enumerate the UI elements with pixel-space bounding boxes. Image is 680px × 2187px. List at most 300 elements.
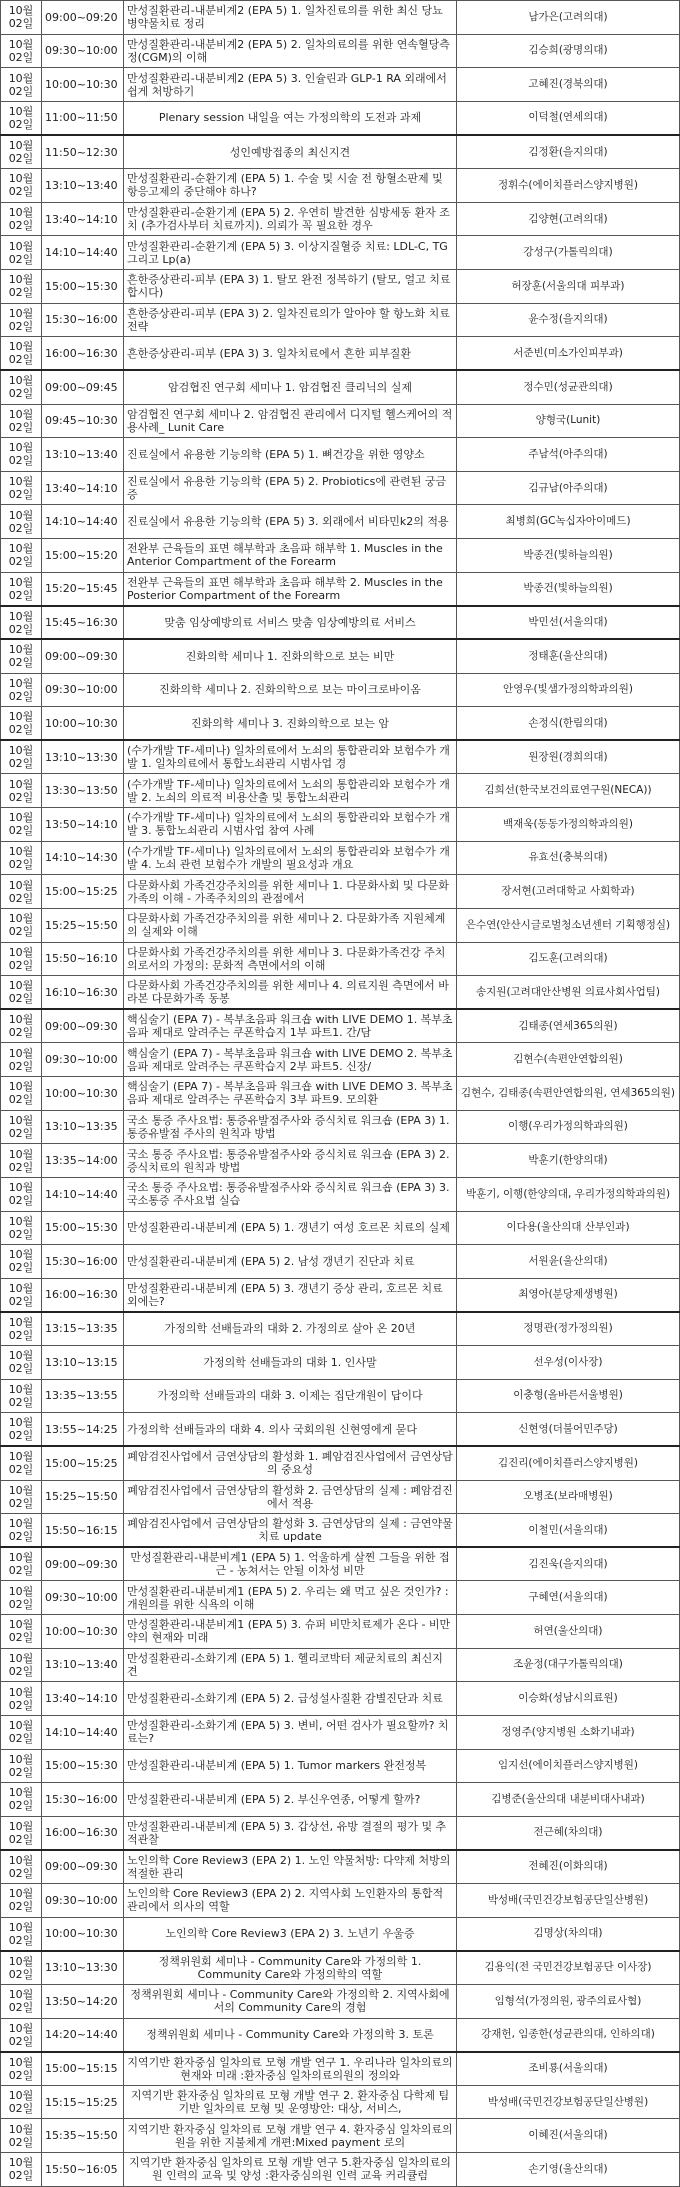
table-row [1, 1715, 680, 1749]
session-title: 정책위원회 세미나 - Community Care와 가정의학 2. 지역사회에서의 Community Care의 경험 [124, 1984, 457, 2018]
session-date: 10월 02일 [1, 1077, 42, 1111]
session-date: 10월 02일 [1, 438, 42, 472]
session-time: 13:10~13:40 [42, 438, 124, 472]
table-row [1, 875, 680, 909]
session-speaker: 장서현(고려대학교 사회학과) [457, 875, 680, 909]
session-time: 10:00~10:30 [42, 1077, 124, 1111]
session-title: 흔한증상관리-피부 (EPA 3) 1. 탈모 완전 정복하기 (탈모, 얼고 치료합시다) [124, 270, 457, 304]
session-date: 10월 02일 [1, 707, 42, 741]
session-time: 13:30~13:50 [42, 774, 124, 808]
session-date: 10월 02일 [1, 606, 42, 640]
table-row [1, 841, 680, 875]
session-time: 13:55~14:25 [42, 1413, 124, 1447]
session-time: 15:30~16:00 [42, 1245, 124, 1279]
session-title: 만성질환관리-소화기계 (EPA 5) 3. 변비, 어떤 검사가 필요할까? 치료는? [124, 1715, 457, 1749]
table-row [1, 1009, 680, 1043]
session-speaker: 원장원(경희의대) [457, 740, 680, 774]
session-time: 09:00~09:45 [42, 370, 124, 404]
table-row [1, 1783, 680, 1817]
session-date: 10월 02일 [1, 1245, 42, 1279]
session-speaker: 구혜연(서울의대) [457, 1581, 680, 1615]
session-speaker: 정명관(정가정의원) [457, 1312, 680, 1346]
session-time: 15:00~15:25 [42, 875, 124, 909]
session-speaker: 강재헌, 임종한(성균관의대, 인하의대) [457, 2018, 680, 2052]
table-row [1, 1110, 680, 1144]
table-row [1, 1312, 680, 1346]
session-speaker: 정수민(성균관의대) [457, 370, 680, 404]
session-date: 10월 02일 [1, 1278, 42, 1312]
session-title: 가정의학 선배들과의 대화 3. 이제는 집단개원이 답이다 [124, 1379, 457, 1413]
session-time: 13:10~13:35 [42, 1110, 124, 1144]
session-date: 10월 02일 [1, 1379, 42, 1413]
session-date: 10월 02일 [1, 1615, 42, 1649]
session-time: 13:50~14:20 [42, 1984, 124, 2018]
session-date: 10월 02일 [1, 505, 42, 539]
session-date: 10월 02일 [1, 572, 42, 606]
session-time: 16:00~16:30 [42, 1278, 124, 1312]
session-title: 다문화사회 가족건강주치의를 위한 세미나 1. 다문화사회 및 다문화가족의 이해 - 가족주치의의 관점에서 [124, 875, 457, 909]
session-title: 정책위원회 세미나 - Community Care와 가정의학 1. Community Care와 가정의학의 역할 [124, 1951, 457, 1985]
session-date: 10월 02일 [1, 1682, 42, 1716]
session-time: 15:25~15:50 [42, 908, 124, 942]
session-title: 만성질환관리-내분비계 (EPA 5) 3. 갱년기 증상 관리, 호르몬 치료 외에는? [124, 1278, 457, 1312]
table-row [1, 101, 680, 135]
session-date: 10월 02일 [1, 1110, 42, 1144]
session-title: (수가개발 TF-세미나) 일차의료에서 노쇠의 통합관리와 보험수가 개발 4. 노쇠 관련 보험수가 개발의 필요성과 개요 [124, 841, 457, 875]
session-date: 10월 02일 [1, 1043, 42, 1077]
session-speaker: 송지원(고려대안산병원 의료사회사업팀) [457, 976, 680, 1010]
table-row [1, 1278, 680, 1312]
session-date: 10월 02일 [1, 404, 42, 438]
session-title: 흔한증상관리-피부 (EPA 3) 2. 일차진료의가 알아야 할 항노화 치료 전략 [124, 303, 457, 337]
table-row [1, 1514, 680, 1548]
session-date: 10월 02일 [1, 1816, 42, 1850]
table-row [1, 370, 680, 404]
session-title: 만성질환관리-내분비계2 (EPA 5) 1. 일차진료의를 위한 최신 당뇨병약물치료 정리 [124, 1, 457, 35]
table-row [1, 1951, 680, 1985]
session-speaker: 김양현(고려의대) [457, 202, 680, 236]
session-title: Plenary session 내일을 여는 가정의학의 도전과 과제 [124, 101, 457, 135]
session-speaker: 김진리(에이치플러스양지병원) [457, 1446, 680, 1480]
session-date: 10월 02일 [1, 1211, 42, 1245]
table-row [1, 2153, 680, 2187]
table-row [1, 1043, 680, 1077]
session-date: 10월 02일 [1, 1514, 42, 1548]
table-row [1, 1884, 680, 1918]
session-title: (수가개발 TF-세미나) 일차의료에서 노쇠의 통합관리와 보험수가 개발 3. 통합노쇠관리 시범사업 참여 사례 [124, 808, 457, 842]
session-title: 가정의학 선배들과의 대화 1. 인사말 [124, 1346, 457, 1380]
session-title: 만성질환관리-내분비계1 (EPA 5) 3. 슈퍼 비만치료제가 온다 - 비만약의 현재와 미래 [124, 1615, 457, 1649]
session-time: 14:20~14:40 [42, 2018, 124, 2052]
session-time: 13:40~14:10 [42, 202, 124, 236]
table-row [1, 34, 680, 68]
session-time: 13:50~14:10 [42, 808, 124, 842]
session-date: 10월 02일 [1, 740, 42, 774]
session-date: 10월 02일 [1, 471, 42, 505]
session-time: 13:10~13:15 [42, 1346, 124, 1380]
table-row [1, 2018, 680, 2052]
table-row [1, 1346, 680, 1380]
session-date: 10월 02일 [1, 1783, 42, 1817]
session-speaker: 최영아(분당제생병원) [457, 1278, 680, 1312]
table-row [1, 438, 680, 472]
table-row [1, 1211, 680, 1245]
session-date: 10월 02일 [1, 1346, 42, 1380]
session-title: 암검협진 연구회 세미나 2. 암검협진 관리에서 디지털 헬스케어의 적용사례_ Lunit Care [124, 404, 457, 438]
table-row [1, 1177, 680, 1211]
session-time: 15:00~15:30 [42, 270, 124, 304]
session-time: 16:00~16:30 [42, 337, 124, 371]
session-date: 10월 02일 [1, 1177, 42, 1211]
table-row [1, 1, 680, 35]
session-time: 13:40~14:10 [42, 1682, 124, 1716]
session-time: 09:00~09:30 [42, 1547, 124, 1581]
session-title: 진화의학 세미나 1. 진화의학으로 보는 비만 [124, 639, 457, 673]
session-title: 성인예방접종의 최신지견 [124, 135, 457, 169]
session-title: 전완부 근육들의 표면 해부학과 초음파 해부학 1. Muscles in the Anterior Compartment of the Forearm [124, 539, 457, 573]
session-date: 10월 02일 [1, 135, 42, 169]
session-speaker: 임형석(가정의원, 광주의료사협) [457, 1984, 680, 2018]
session-speaker: 손정식(한림의대) [457, 707, 680, 741]
session-speaker: 이혜진(서울의대) [457, 2119, 680, 2153]
session-speaker: 손기영(울산의대) [457, 2153, 680, 2187]
session-speaker: 유효선(충북의대) [457, 841, 680, 875]
session-title: 진화의학 세미나 2. 진화의학으로 보는 마이크로바이옴 [124, 673, 457, 707]
table-row [1, 404, 680, 438]
session-date: 10월 02일 [1, 2153, 42, 2187]
session-speaker: 김병준(울산의대 내분비대사내과) [457, 1783, 680, 1817]
session-date: 10월 02일 [1, 808, 42, 842]
session-time: 09:45~10:30 [42, 404, 124, 438]
session-speaker: 정영주(양지병원 소화기내과) [457, 1715, 680, 1749]
session-time: 15:15~15:25 [42, 2085, 124, 2119]
session-time: 15:00~15:15 [42, 2052, 124, 2086]
session-title: 지역기반 환자중심 일차의료 모형 개발 연구 2. 환자중심 다학제 팀기반 일차의료 모형 및 운영방안: 대상, 서비스, [124, 2085, 457, 2119]
session-title: 만성질환관리-내분비계 (EPA 5) 2. 부신우연종, 어떻게 할까? [124, 1783, 457, 1817]
session-title: 가정의학 선배들과의 대화 4. 의사 국회의원 신현영에게 묻다 [124, 1413, 457, 1447]
session-time: 14:10~14:30 [42, 841, 124, 875]
session-date: 10월 02일 [1, 942, 42, 976]
session-speaker: 박훈기, 이행(한양의대, 우리가정의학과의원) [457, 1177, 680, 1211]
session-speaker: 이다용(울산의대 산부인과) [457, 1211, 680, 1245]
session-time: 15:00~15:30 [42, 1211, 124, 1245]
session-date: 10월 02일 [1, 370, 42, 404]
session-speaker: 김진욱(을지의대) [457, 1547, 680, 1581]
table-row [1, 1850, 680, 1884]
session-time: 15:50~16:05 [42, 2153, 124, 2187]
session-time: 10:00~10:30 [42, 1615, 124, 1649]
session-date: 10월 02일 [1, 1984, 42, 2018]
session-title: 만성질환관리-내분비계2 (EPA 5) 2. 일차의료의를 위한 연속혈당측정(CGM)의 이해 [124, 34, 457, 68]
session-speaker: 남가은(고려의대) [457, 1, 680, 35]
session-title: 핵심술기 (EPA 7) - 복부초음파 워크숍 with LIVE DEMO 2. 복부초음파 제대로 알려주는 쿠폰학습지 2부 파트5. 신장/ [124, 1043, 457, 1077]
session-time: 10:00~10:30 [42, 1917, 124, 1951]
session-title: 흔한증상관리-피부 (EPA 3) 3. 일차치료에서 흔한 피부질환 [124, 337, 457, 371]
session-speaker: 안영우(빛샘가정의학과의원) [457, 673, 680, 707]
session-time: 09:30~10:00 [42, 1884, 124, 1918]
session-speaker: 서준빈(미소가인피부과) [457, 337, 680, 371]
session-time: 10:00~10:30 [42, 68, 124, 102]
session-time: 09:30~10:00 [42, 34, 124, 68]
session-time: 13:10~13:30 [42, 1951, 124, 1985]
table-row [1, 976, 680, 1010]
session-title: 핵심술기 (EPA 7) - 복부초음파 워크숍 with LIVE DEMO 1. 복부초음파 제대로 알려주는 쿠폰학습지 1부 파트1. 간/담 [124, 1009, 457, 1043]
session-speaker: 이덕철(연세의대) [457, 101, 680, 135]
session-speaker: 박종건(빛하늘의원) [457, 572, 680, 606]
session-title: 진료실에서 유용한 기능의학 (EPA 5) 1. 뼈건강을 위한 영양소 [124, 438, 457, 472]
session-time: 11:50~12:30 [42, 135, 124, 169]
session-date: 10월 02일 [1, 1884, 42, 1918]
table-row [1, 1245, 680, 1279]
session-title: 다문화사회 가족건강주치의를 위한 세미나 4. 의료지원 측면에서 바라본 다문화가족 동봉 [124, 976, 457, 1010]
session-time: 13:15~13:35 [42, 1312, 124, 1346]
session-time: 15:00~15:25 [42, 1446, 124, 1480]
table-row [1, 1581, 680, 1615]
session-date: 10월 02일 [1, 2018, 42, 2052]
session-title: 국소 통증 주사요법: 통증유발점주사와 증식치료 워크숍 (EPA 3) 1. 통증유발점 주사의 원칙과 방법 [124, 1110, 457, 1144]
table-row [1, 236, 680, 270]
session-time: 14:10~14:40 [42, 1177, 124, 1211]
table-row [1, 1144, 680, 1178]
session-time: 15:20~15:45 [42, 572, 124, 606]
table-row [1, 908, 680, 942]
session-title: 국소 통증 주사요법: 통증유발점주사와 증식치료 워크숍 (EPA 3) 2. 증식치료의 원칙과 방법 [124, 1144, 457, 1178]
session-title: 가정의학 선배들과의 대화 2. 가정의로 살아 온 20년 [124, 1312, 457, 1346]
session-speaker: 박성배(국민건강보험공단일산병원) [457, 2085, 680, 2119]
session-speaker: 신현영(더불어민주당) [457, 1413, 680, 1447]
session-time: 15:25~15:50 [42, 1480, 124, 1514]
table-row [1, 505, 680, 539]
table-row [1, 270, 680, 304]
session-speaker: 정휘수(에이치플러스양지병원) [457, 169, 680, 203]
table-row [1, 1648, 680, 1682]
table-row [1, 68, 680, 102]
session-date: 10월 02일 [1, 1413, 42, 1447]
session-date: 10월 02일 [1, 1312, 42, 1346]
session-title: 만성질환관리-내분비계 (EPA 5) 3. 갑상선, 유방 결절의 평가 및 추적관찰 [124, 1816, 457, 1850]
table-row [1, 2119, 680, 2153]
session-speaker: 김태종(연세365의원) [457, 1009, 680, 1043]
table-row [1, 135, 680, 169]
table-row [1, 303, 680, 337]
session-title: 국소 통증 주사요법: 통증유발점주사와 증식치료 워크숍 (EPA 3) 3. 국소통증 주사요법 실습 [124, 1177, 457, 1211]
session-date: 10월 02일 [1, 1749, 42, 1783]
table-row [1, 2052, 680, 2086]
session-speaker: 이충형(올바른서울병원) [457, 1379, 680, 1413]
session-speaker: 박민선(서울의대) [457, 606, 680, 640]
session-title: 만성질환관리-소화기계 (EPA 5) 1. 헬리코박터 제균치료의 최신지견 [124, 1648, 457, 1682]
session-time: 09:00~09:30 [42, 639, 124, 673]
table-row [1, 1917, 680, 1951]
session-speaker: 서원윤(울산의대) [457, 1245, 680, 1279]
session-time: 14:10~14:40 [42, 236, 124, 270]
session-time: 09:00~09:30 [42, 1009, 124, 1043]
session-speaker: 오병조(보라매병원) [457, 1480, 680, 1514]
table-row [1, 202, 680, 236]
session-date: 10월 02일 [1, 1, 42, 35]
session-date: 10월 02일 [1, 34, 42, 68]
session-time: 15:30~16:00 [42, 1783, 124, 1817]
session-speaker: 최병희(GC녹십자아이메드) [457, 505, 680, 539]
session-time: 13:35~13:55 [42, 1379, 124, 1413]
session-date: 10월 02일 [1, 1951, 42, 1985]
table-row [1, 942, 680, 976]
session-time: 10:00~10:30 [42, 707, 124, 741]
table-row [1, 639, 680, 673]
session-speaker: 박성배(국민건강보험공단일산병원) [457, 1884, 680, 1918]
session-date: 10월 02일 [1, 539, 42, 573]
session-title: 진화의학 세미나 3. 진화의학으로 보는 암 [124, 707, 457, 741]
session-title: 만성질환관리-내분비계 (EPA 5) 1. 갱년기 여성 호르몬 치료의 실제 [124, 1211, 457, 1245]
session-title: 맞춤 임상예방의료 서비스 맞춤 임상예방의료 서비스 [124, 606, 457, 640]
session-time: 15:00~15:30 [42, 1749, 124, 1783]
session-title: 지역기반 환자중심 일차의료 모형 개발 연구 5.환자중심 일차의료의원 인력의 교육 및 양성 :환자중심의원 인력 교육 커리큘럼 [124, 2153, 457, 2187]
session-time: 14:10~14:40 [42, 505, 124, 539]
session-date: 10월 02일 [1, 2052, 42, 2086]
session-time: 15:35~15:50 [42, 2119, 124, 2153]
session-date: 10월 02일 [1, 1144, 42, 1178]
session-date: 10월 02일 [1, 270, 42, 304]
session-time: 13:10~13:30 [42, 740, 124, 774]
session-title: (수가개발 TF-세미나) 일차의료에서 노쇠의 통합관리와 보험수가 개발 2. 노쇠의 의료적 비용산출 및 통합노쇠관리 [124, 774, 457, 808]
session-title: (수가개발 TF-세미나) 일차의료에서 노쇠의 통합관리와 보험수가 개발 1. 일차의료에서 통합노쇠관리 시범사업 경 [124, 740, 457, 774]
session-speaker: 전혜진(이화의대) [457, 1850, 680, 1884]
session-date: 10월 02일 [1, 1547, 42, 1581]
session-title: 지역기반 환자중심 일차의료 모형 개발 연구 1. 우리나라 일차의료의 현재와 미래 :환자중심 일차의료의원의 정의와 [124, 2052, 457, 2086]
session-date: 10월 02일 [1, 169, 42, 203]
table-row [1, 1682, 680, 1716]
session-time: 15:50~16:10 [42, 942, 124, 976]
table-row [1, 1615, 680, 1649]
session-time: 09:00~09:30 [42, 1850, 124, 1884]
session-date: 10월 02일 [1, 875, 42, 909]
session-speaker: 이행(우리가정의학과의원) [457, 1110, 680, 1144]
session-title: 만성질환관리-순환기계 (EPA 5) 1. 수술 및 시술 전 항혈소판제 및 항응고제의 중단해야 하나? [124, 169, 457, 203]
session-speaker: 김정환(을지의대) [457, 135, 680, 169]
session-time: 13:40~14:10 [42, 471, 124, 505]
session-title: 폐암검진사업에서 금연상담의 활성화 2. 금연상담의 실제 : 폐암검진에서 적용 [124, 1480, 457, 1514]
session-date: 10월 02일 [1, 976, 42, 1010]
session-date: 10월 02일 [1, 1446, 42, 1480]
session-speaker: 김승희(광명의대) [457, 34, 680, 68]
table-row [1, 740, 680, 774]
table-row [1, 1077, 680, 1111]
session-time: 13:10~13:40 [42, 1648, 124, 1682]
session-time: 13:10~13:40 [42, 169, 124, 203]
table-row [1, 471, 680, 505]
session-title: 지역기반 환자중심 일차의료 모형 개발 연구 4. 환자중심 일차의료의원을 위한 지불체계 개편:Mixed payment 로의 [124, 2119, 457, 2153]
session-date: 10월 02일 [1, 101, 42, 135]
session-date: 10월 02일 [1, 2085, 42, 2119]
session-speaker: 양형국(Lunit) [457, 404, 680, 438]
session-date: 10월 02일 [1, 1917, 42, 1951]
table-row [1, 1749, 680, 1783]
session-time: 15:30~16:00 [42, 303, 124, 337]
session-speaker: 허연(울산의대) [457, 1615, 680, 1649]
session-speaker: 김현수(속편안연합의원) [457, 1043, 680, 1077]
session-title: 만성질환관리-내분비계 (EPA 5) 2. 남성 갱년기 진단과 치료 [124, 1245, 457, 1279]
session-speaker: 김도훈(고려의대) [457, 942, 680, 976]
session-time: 15:00~15:20 [42, 539, 124, 573]
session-date: 10월 02일 [1, 337, 42, 371]
session-date: 10월 02일 [1, 1850, 42, 1884]
session-title: 만성질환관리-내분비계1 (EPA 5) 2. 우리는 왜 먹고 싶은 것인가? : 개원의를 위한 식욕의 이해 [124, 1581, 457, 1615]
session-time: 15:50~16:15 [42, 1514, 124, 1548]
table-row [1, 707, 680, 741]
session-time: 13:35~14:00 [42, 1144, 124, 1178]
session-date: 10월 02일 [1, 774, 42, 808]
session-time: 09:00~09:20 [42, 1, 124, 35]
table-row [1, 1446, 680, 1480]
session-date: 10월 02일 [1, 202, 42, 236]
session-title: 노인의학 Core Review3 (EPA 2) 2. 지역사회 노인환자의 통합적관리에서 의사의 역할 [124, 1884, 457, 1918]
session-title: 노인의학 Core Review3 (EPA 2) 3. 노년기 우울증 [124, 1917, 457, 1951]
session-title: 암검협진 연구회 세미나 1. 암검협진 클리닉의 실제 [124, 370, 457, 404]
session-time: 14:10~14:40 [42, 1715, 124, 1749]
session-speaker: 이철민(서울의대) [457, 1514, 680, 1548]
session-title: 다문화사회 가족건강주치의를 위한 세미나 2. 다문화가족 지원체계의 실제와 이해 [124, 908, 457, 942]
session-speaker: 주남석(아주의대) [457, 438, 680, 472]
table-row [1, 2085, 680, 2119]
table-row [1, 539, 680, 573]
table-row [1, 572, 680, 606]
session-title: 만성질환관리-순환기계 (EPA 5) 3. 이상지질혈증 치료: LDL-C, TG 그리고 Lp(a) [124, 236, 457, 270]
session-title: 폐암검진사업에서 금연상담의 활성화 1. 폐암검진사업에서 금연상담의 중요성 [124, 1446, 457, 1480]
table-row [1, 774, 680, 808]
session-speaker: 조윤정(대구가톨릭의대) [457, 1648, 680, 1682]
session-date: 10월 02일 [1, 68, 42, 102]
session-title: 전완부 근육들의 표면 해부학과 초음파 해부학 2. Muscles in the Posterior Compartment of the Forearm [124, 572, 457, 606]
session-speaker: 조비룡(서울의대) [457, 2052, 680, 2086]
session-speaker: 김희선(한국보건의료연구원(NECA)) [457, 774, 680, 808]
session-date: 10월 02일 [1, 1009, 42, 1043]
session-speaker: 임지선(에이치플러스양지병원) [457, 1749, 680, 1783]
session-time: 11:00~11:50 [42, 101, 124, 135]
table-row [1, 1547, 680, 1581]
session-date: 10월 02일 [1, 673, 42, 707]
table-row [1, 337, 680, 371]
session-speaker: 허장훈(서울의대 피부과) [457, 270, 680, 304]
session-date: 10월 02일 [1, 1715, 42, 1749]
session-title: 정책위원회 세미나 - Community Care와 가정의학 3. 토론 [124, 2018, 457, 2052]
table-row [1, 606, 680, 640]
session-speaker: 은수연(안산시글로벌청소년센터 기획행정실) [457, 908, 680, 942]
session-date: 10월 02일 [1, 1480, 42, 1514]
session-date: 10월 02일 [1, 236, 42, 270]
table-row [1, 1413, 680, 1447]
session-date: 10월 02일 [1, 1648, 42, 1682]
table-row [1, 169, 680, 203]
table-row [1, 1984, 680, 2018]
session-date: 10월 02일 [1, 908, 42, 942]
table-row [1, 1480, 680, 1514]
session-speaker: 백재욱(동동가정의학과의원) [457, 808, 680, 842]
session-speaker: 전근혜(차의대) [457, 1816, 680, 1850]
session-speaker: 고혜진(경북의대) [457, 68, 680, 102]
session-date: 10월 02일 [1, 639, 42, 673]
session-speaker: 김용익(전 국민건강보험공단 이사장) [457, 1951, 680, 1985]
session-speaker: 김현수, 김태종(속편안연합의원, 연세365의원) [457, 1077, 680, 1111]
session-title: 만성질환관리-내분비계2 (EPA 5) 3. 인슐린과 GLP-1 RA 외래에서 쉽게 처방하기 [124, 68, 457, 102]
session-time: 09:30~10:00 [42, 1043, 124, 1077]
session-time: 16:10~16:30 [42, 976, 124, 1010]
session-title: 진료실에서 유용한 기능의학 (EPA 5) 3. 외래에서 비타민k2의 적용 [124, 505, 457, 539]
session-time: 09:30~10:00 [42, 673, 124, 707]
session-speaker: 김규남(아주의대) [457, 471, 680, 505]
session-title: 다문화사회 가족건강주치의를 위한 세미나 3. 다문화가족건강 주치의로서의 가정의: 문화적 측면에서의 이해 [124, 942, 457, 976]
session-speaker: 강성구(가톨릭의대) [457, 236, 680, 270]
session-title: 만성질환관리-내분비계 (EPA 5) 1. Tumor markers 완전정복 [124, 1749, 457, 1783]
